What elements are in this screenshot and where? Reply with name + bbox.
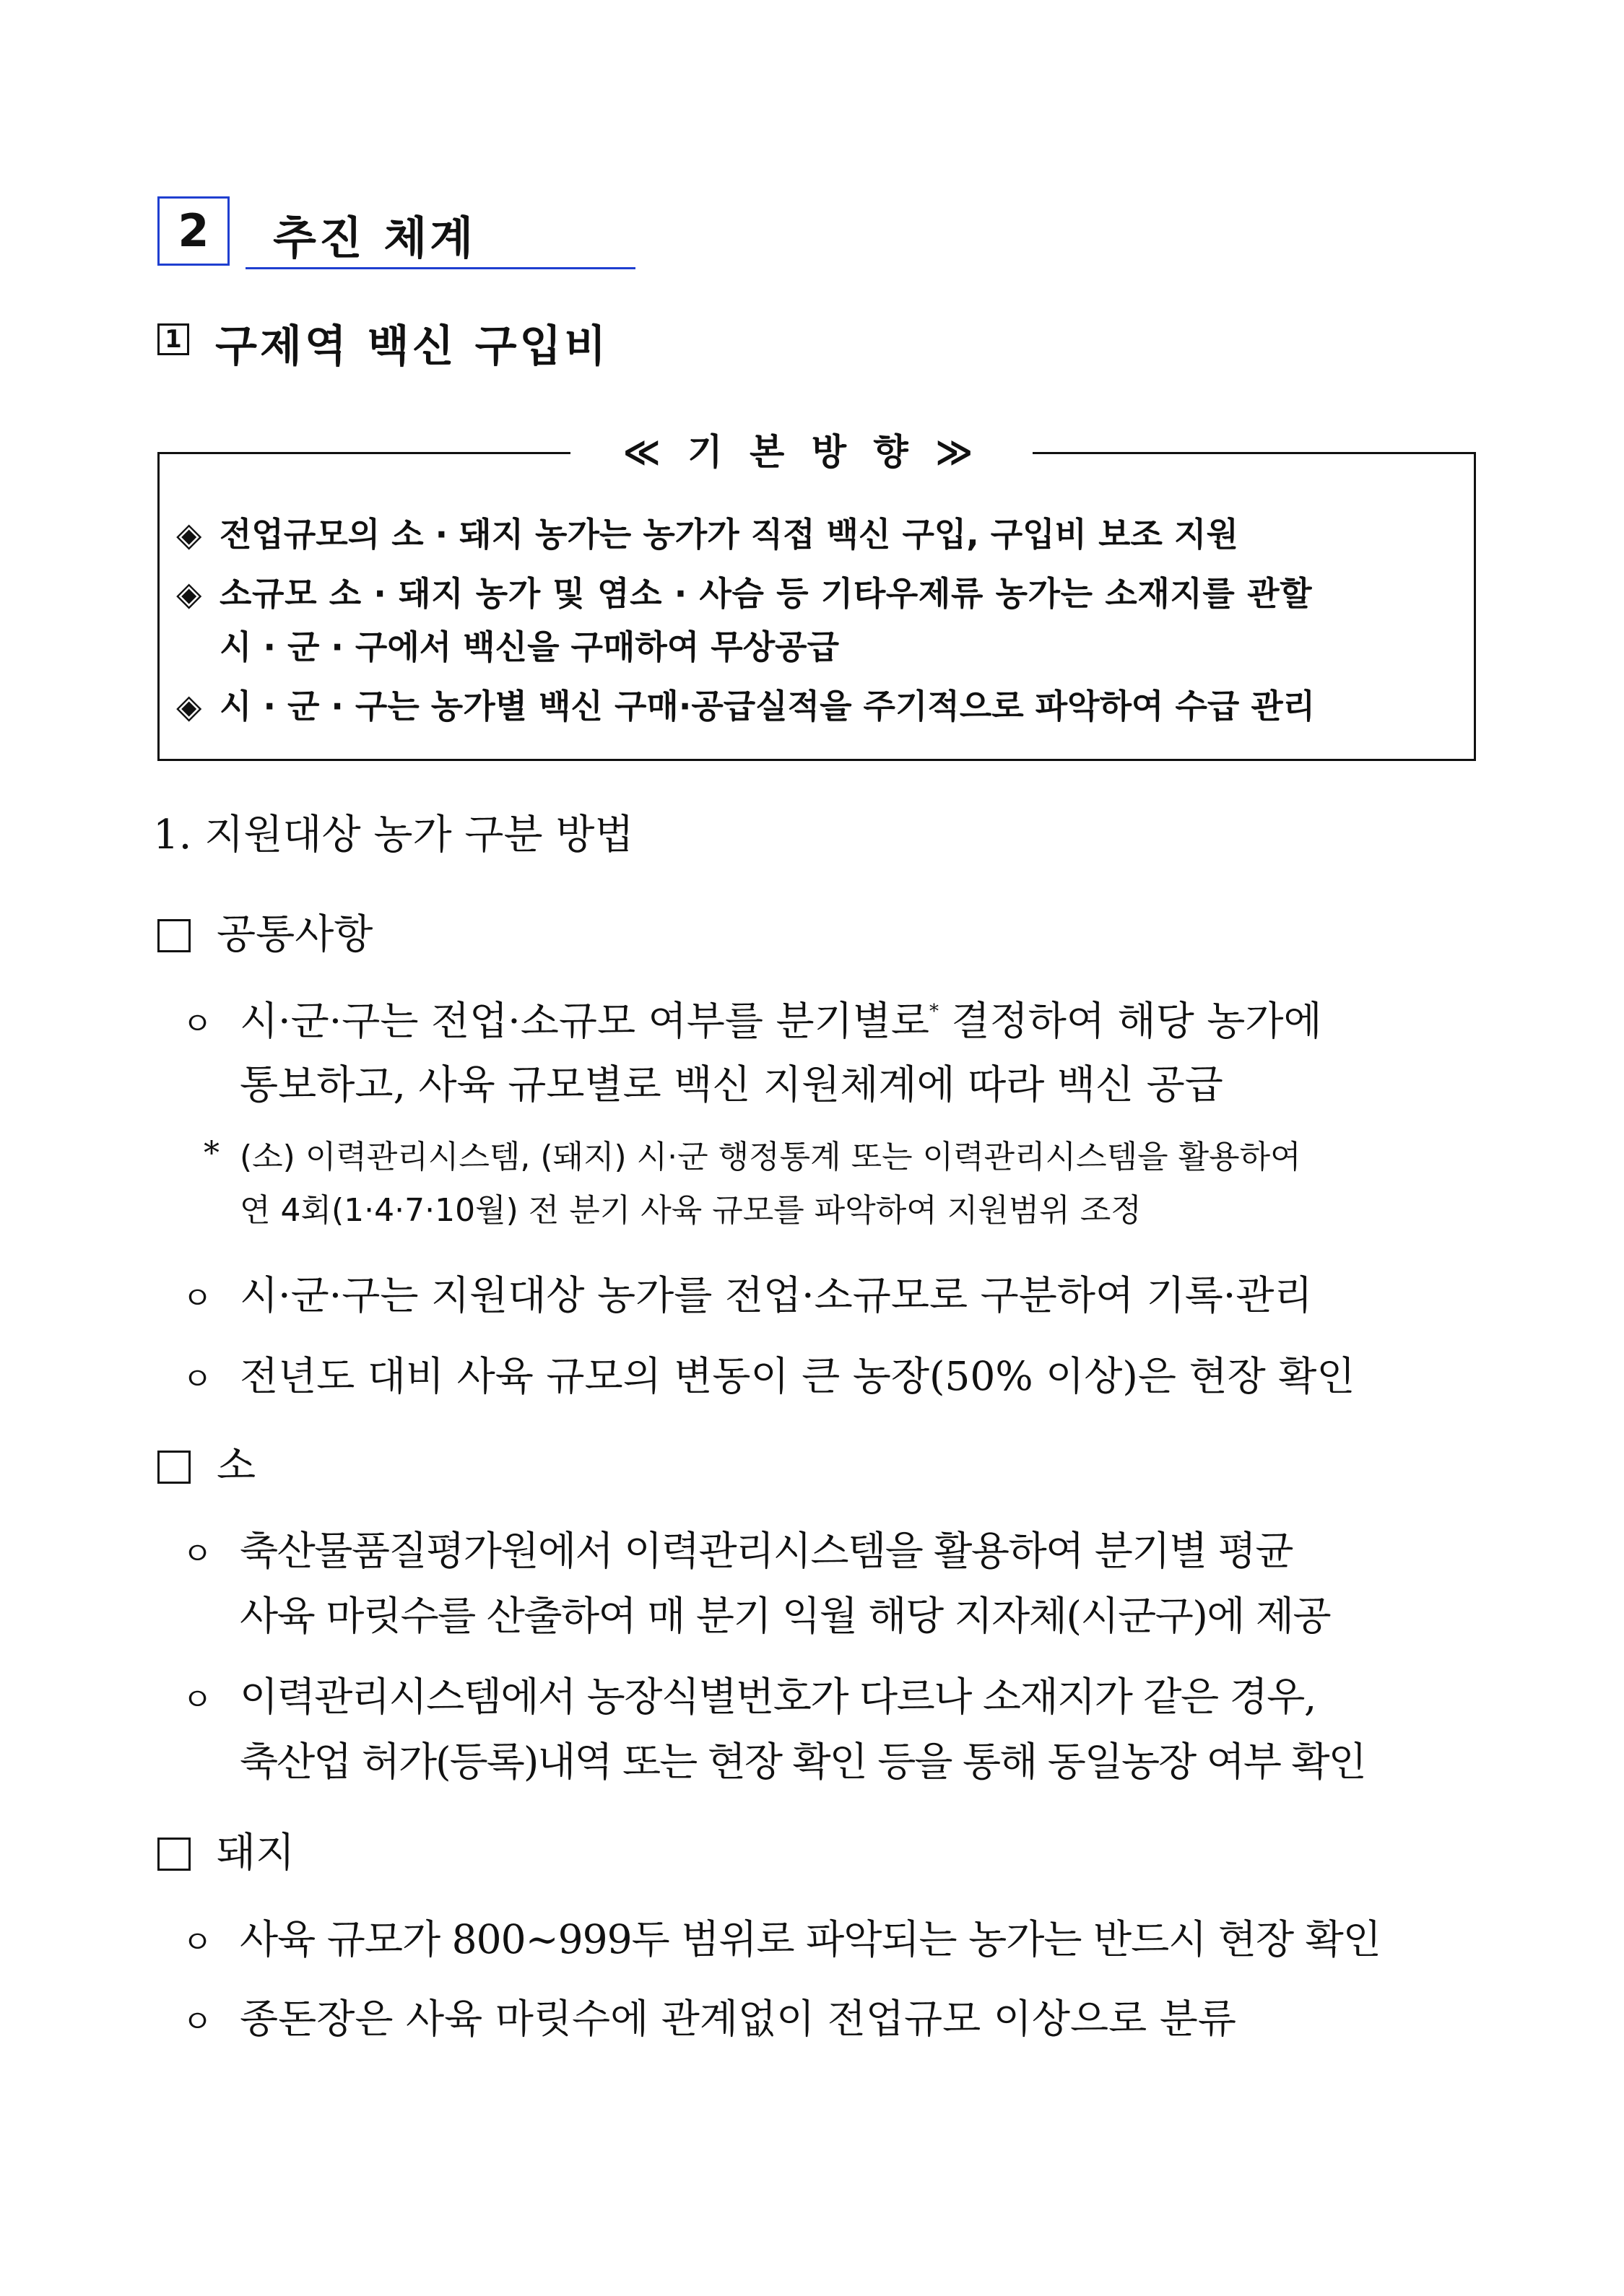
diamond-bullet-icon: ◈ [176, 574, 202, 613]
list-item: ㅇ 전년도 대비 사육 규모의 변동이 큰 농장(50% 이상)은 현장 확인 [182, 1353, 1355, 1399]
footnote-marker: * [929, 1001, 939, 1022]
group-heading-pig: 돼지 [157, 1821, 295, 1879]
checkbox-square-icon [157, 919, 191, 952]
circle-bullet-icon: ㅇ [182, 1280, 213, 1317]
list-item-continuation: 축산업 허가(등록)내역 또는 현장 확인 등을 통해 동일농장 여부 확인 [240, 1739, 1365, 1785]
basic-direction-item: ◈ 시 · 군 · 구는 농가별 백신 구매·공급실적을 주기적으로 파악하여 수급 관리 [176, 687, 1316, 726]
subsection-marker: 1 [157, 323, 189, 355]
list-item-continuation: 사육 마릿수를 산출하여 매 분기 익월 해당 지자체(시군구)에 제공 [240, 1593, 1331, 1639]
diamond-bullet-icon: ◈ [176, 515, 202, 554]
heading-1: 1. 지원대상 농가 구분 방법 [153, 812, 634, 858]
circle-bullet-icon: ㅇ [182, 1361, 213, 1398]
list-item-continuation: 통보하고, 사육 규모별로 백신 지원체계에 따라 백신 공급 [240, 1061, 1223, 1108]
section-title: 추진 체계 [273, 212, 477, 264]
circle-bullet-icon: ㅇ [182, 1682, 212, 1718]
section-number: 2 [157, 196, 230, 266]
list-item: ㅇ 시·군·구는 전업·소규모 여부를 분기별로* 결정하여 해당 농가에 [182, 998, 1322, 1044]
list-item: ㅇ 이력관리시스템에서 농장식별번호가 다르나 소재지가 같은 경우, [182, 1674, 1316, 1720]
subsection-title: 구제역 백신 구입비 [215, 321, 609, 372]
circle-bullet-icon: ㅇ [182, 2004, 213, 2040]
list-item: ㅇ 사육 규모가 800∼999두 범위로 파악되는 농가는 반드시 현장 확인 [182, 1916, 1381, 1962]
group-heading-cattle: 소 [157, 1434, 256, 1492]
list-item: ㅇ 시·군·구는 지원대상 농가를 전업·소규모로 구분하여 기록·관리 [182, 1272, 1313, 1318]
basic-direction-title: ≪ 기 본 방 향 ≫ [570, 423, 1033, 475]
group-heading-common: 공통사항 [157, 903, 373, 960]
circle-bullet-icon: ㅇ [182, 1006, 213, 1043]
checkbox-square-icon [157, 1838, 191, 1871]
circle-bullet-icon: ㅇ [182, 1536, 212, 1573]
basic-direction-item-continuation: 시 · 군 · 구에서 백신을 구매하여 무상공급 [220, 627, 840, 666]
footnote-text: (소) 이력관리시스템, (돼지) 시·군 행정통계 또는 이력관리시스템을 활용하여 [240, 1139, 1301, 1175]
basic-direction-item: ◈ 전업규모의 소 · 돼지 농가는 농가가 직접 백신 구입, 구입비 보조 지원 [176, 515, 1238, 554]
circle-bullet-icon: ㅇ [182, 1924, 212, 1961]
diamond-bullet-icon: ◈ [176, 687, 202, 726]
footnote-marker: * [204, 1135, 220, 1172]
list-item: ㅇ 종돈장은 사육 마릿수에 관계없이 전업규모 이상으로 분류 [182, 1996, 1237, 2042]
checkbox-square-icon [157, 1451, 191, 1484]
list-item: ㅇ 축산물품질평가원에서 이력관리시스템을 활용하여 분기별 평균 [182, 1528, 1293, 1574]
footnote-text: 연 4회(1·4·7·10월) 전 분기 사육 규모를 파악하여 지원범위 조정 [240, 1192, 1142, 1229]
basic-direction-item: ◈ 소규모 소 · 돼지 농가 및 염소 · 사슴 등 기타우제류 농가는 소재지를 관할 [176, 574, 1313, 613]
section-title-underline [246, 267, 635, 269]
